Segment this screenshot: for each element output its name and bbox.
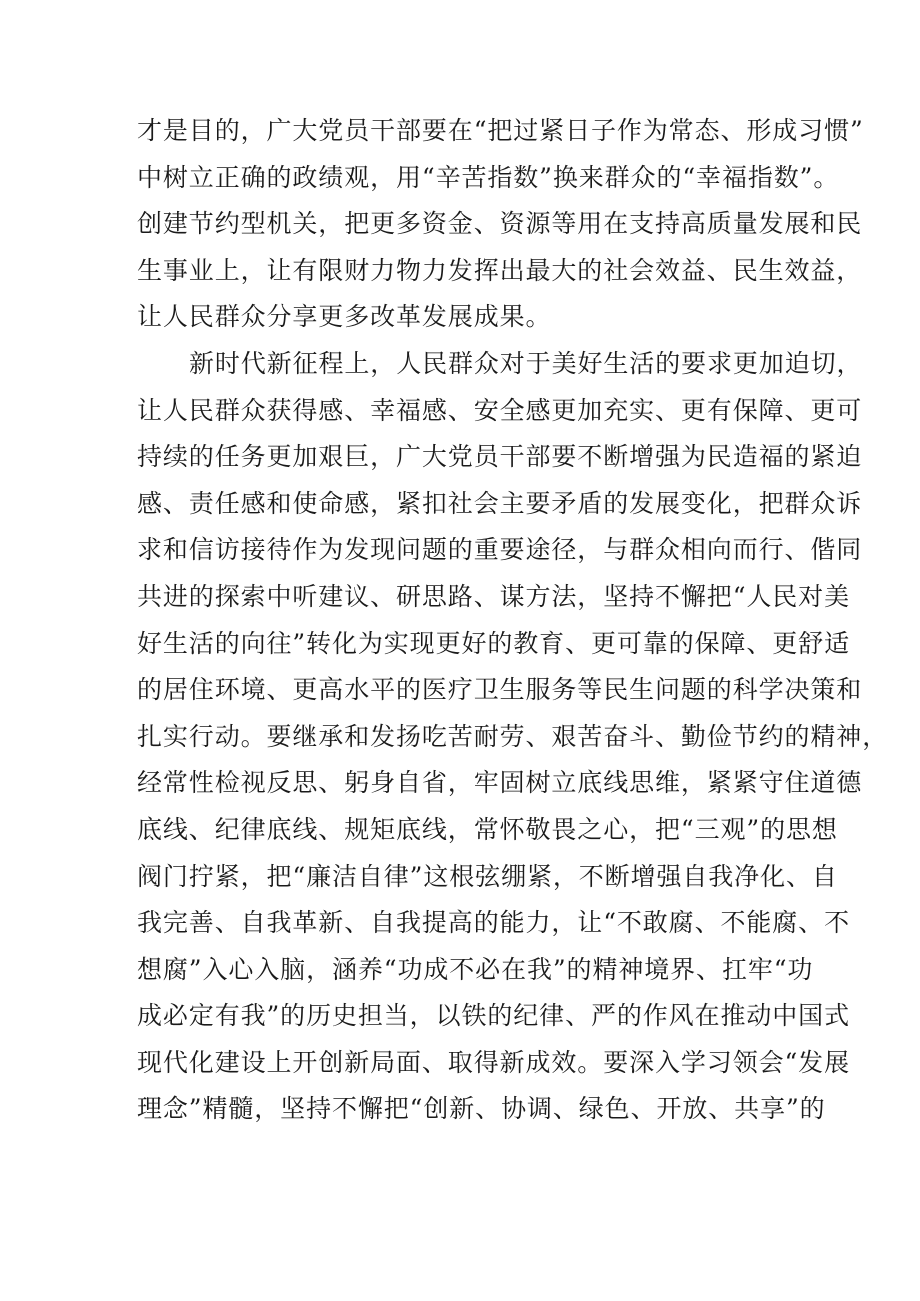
- text-line: 创建节约型机关，把更多资金、资源等用在支持高质量发展和民: [137, 209, 863, 239]
- text-line: 共进的探索中听建议、研思路、谋方法，坚持不懈把“人民对美: [137, 581, 850, 611]
- text-line: 扎实行动。要继承和发扬吃苦耐劳、艰苦奋斗、勤俭节约的精神，: [137, 721, 889, 751]
- paragraph-2: [137, 341, 889, 1133]
- text-line: 想腐”入心入脑，涵养“功成不必在我”的精神境界、扛牢“功: [137, 954, 814, 984]
- text-line: 新时代新征程上，人民群众对于美好生活的要求更加迫切，: [189, 348, 863, 378]
- text-line: 才是目的，广大党员干部要在“把过紧日子作为常态、形成习惯”: [137, 116, 864, 145]
- text-line: 阀门拧紧，把“廉洁自律”这根弦绷紧，不断增强自我净化、自: [137, 861, 838, 891]
- text-line: 成必定有我”的历史担当，以铁的纪律、严的作风在推动中国式: [137, 1001, 850, 1031]
- text-line: 中树立正确的政绩观，用“辛苦指数”换来群众的“幸福指数”。: [137, 162, 840, 192]
- text-line: 底线、纪律底线、规矩底线，常怀敬畏之心，把“三观”的思想: [137, 814, 838, 844]
- paragraph-1: [137, 108, 864, 341]
- text-line: 生事业上，让有限财力物力发挥出最大的社会效益、民生效益，: [137, 255, 863, 285]
- text-line: 理念”精髓，坚持不懈把“创新、协调、绿色、开放、共享”的: [137, 1094, 826, 1124]
- text-line: 经常性检视反思、躬身自省，牢固树立底线思维，紧紧守住道德: [137, 768, 863, 798]
- text-line: 感、责任感和使命感，紧扣社会主要矛盾的发展变化，把群众诉: [137, 488, 863, 518]
- document-body: [137, 108, 889, 1133]
- text-line: 我完善、自我革新、自我提高的能力，让“不敢腐、不能腐、不: [137, 908, 850, 938]
- text-line: 的居住环境、更高水平的医疗卫生服务等民生问题的科学决策和: [137, 675, 863, 705]
- text-line: 求和信访接待作为发现问题的重要途径，与群众相向而行、偕同: [137, 535, 863, 565]
- text-line: 持续的任务更加艰巨，广大党员干部要不断增强为民造福的紧迫: [137, 442, 863, 472]
- text-line: 让人民群众分享更多改革发展成果。: [137, 302, 552, 332]
- text-line: 好生活的向往”转化为实现更好的教育、更可靠的保障、更舒适: [137, 628, 850, 658]
- text-line: 现代化建设上开创新局面、取得新成效。要深入学习领会“发展: [137, 1047, 850, 1077]
- text-line: 让人民群众获得感、幸福感、安全感更加充实、更有保障、更可: [137, 395, 863, 425]
